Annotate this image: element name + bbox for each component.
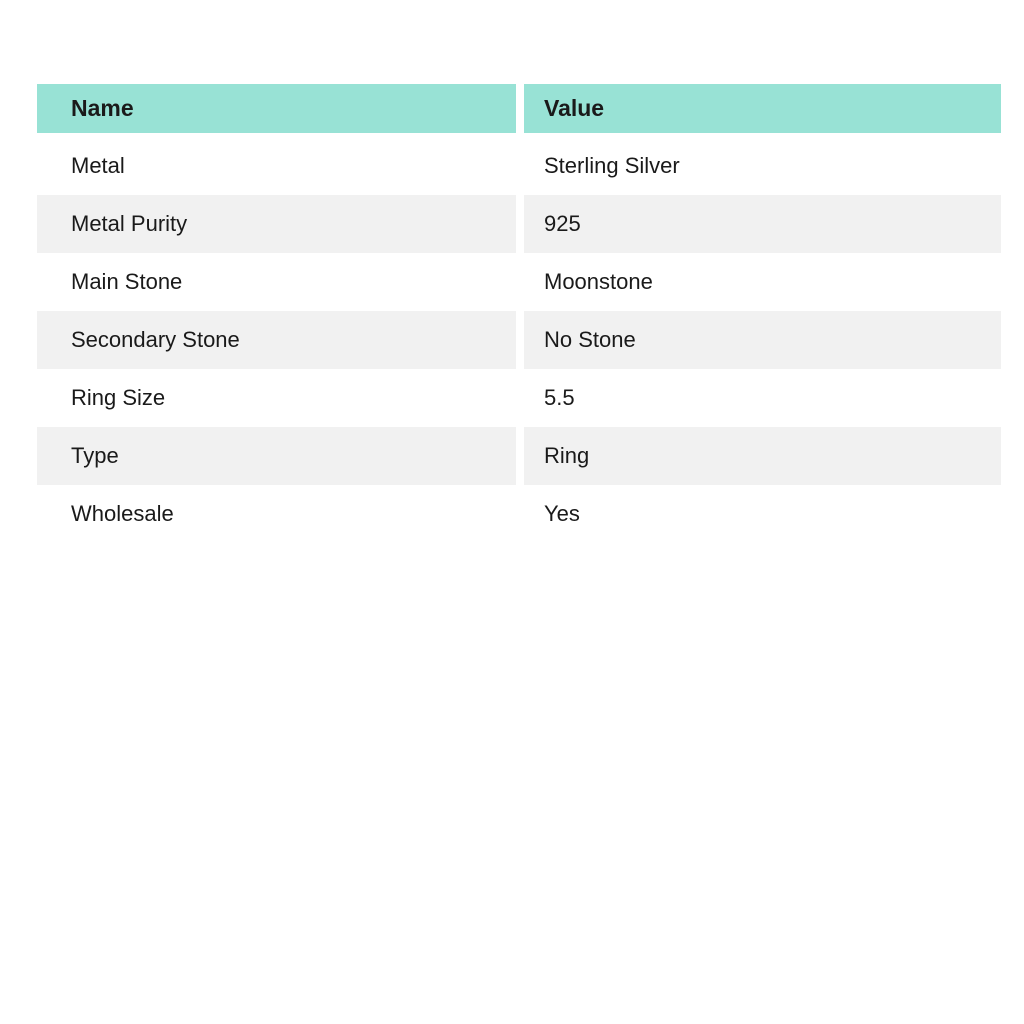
attribute-value: No Stone [524,311,1001,369]
table-row [37,137,1001,195]
attribute-name: Metal [37,137,524,195]
table-row [37,485,1001,543]
table-header-row [37,84,1001,137]
attribute-value: Moonstone [524,253,1001,311]
table-row [37,195,1001,253]
attribute-value: 925 [524,195,1001,253]
attribute-value: Sterling Silver [524,137,1001,195]
attribute-name: Secondary Stone [37,311,524,369]
column-header-value: Value [524,84,1001,137]
attribute-name: Metal Purity [37,195,524,253]
table-row [37,311,1001,369]
attribute-name: Wholesale [37,485,524,543]
attribute-name: Ring Size [37,369,524,427]
attribute-value: Yes [524,485,1001,543]
table-row [37,369,1001,427]
table-row [37,427,1001,485]
product-attributes-table [37,84,1001,543]
attribute-name: Main Stone [37,253,524,311]
attribute-value: Ring [524,427,1001,485]
column-header-name: Name [37,84,524,137]
attribute-value: 5.5 [524,369,1001,427]
attribute-name: Type [37,427,524,485]
table-row [37,253,1001,311]
